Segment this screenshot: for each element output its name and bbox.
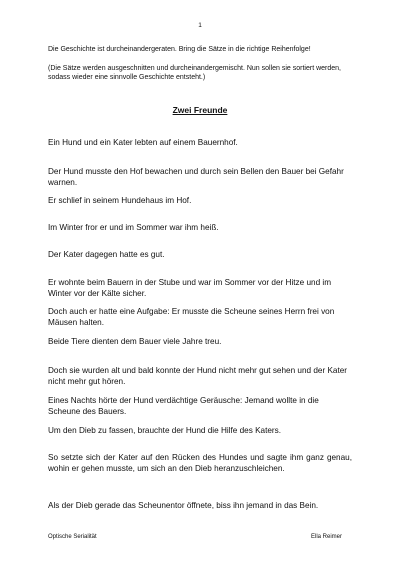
story-sentence-6: Er wohnte beim Bauern in der Stube und war im Sommer vor der Hitze und im Winter vor der Kälte sicher. bbox=[48, 278, 332, 298]
story-sentence-9: Doch sie wurden alt und bald konnte der Hund nicht mehr gut sehen und der Kater nicht mehr gut hören. bbox=[48, 366, 348, 386]
story-sentence-12: So setzte sich der Kater auf den Rücken des Hundes und sagte ihm ganz genau, wohin er gehen musste, um sich an den Dieb heranzuschleichen. bbox=[48, 453, 352, 473]
footer-left-text: Optische Serialität bbox=[48, 534, 97, 540]
story-sentence-10: Eines Nachts hörte der Hund verdächtige Geräusche: Jemand wollte in die Scheune des Bauers. bbox=[48, 396, 319, 416]
story-sentence-7: Doch auch er hatte eine Aufgabe: Er musste die Scheune seines Herrn frei von Mäusen halten. bbox=[48, 307, 335, 327]
story-sentence-2: Der Hund musste den Hof bewachen und durch sein Bellen den Bauer bei Gefahr warnen. bbox=[48, 167, 344, 187]
story-sentence-13: Als der Dieb gerade das Scheunentor öffnete, biss ihn jemand in das Bein. bbox=[48, 501, 319, 510]
footer-right-text: Ella Reimer bbox=[310, 534, 342, 540]
story-sentence-3: Er schlief in seinem Hundehaus im Hof. bbox=[48, 196, 192, 205]
story-sentence-11: Um den Dieb zu fassen, brauchte der Hund die Hilfe des Katers. bbox=[48, 426, 282, 435]
instruction-text: Die Geschichte ist durcheinandergeraten. Bring die Sätze in die richtige Reihenfolge! bbox=[48, 46, 311, 53]
story-sentence-8: Beide Tiere dienten dem Bauer viele Jahre treu. bbox=[48, 337, 222, 346]
story-title: Zwei Freunde bbox=[172, 105, 228, 115]
story-sentence-4: Im Winter fror er und im Sommer war ihm heiß. bbox=[48, 223, 219, 232]
story-sentence-1: Ein Hund und ein Kater lebten auf einem Bauernhof. bbox=[48, 138, 238, 147]
story-sentence-5: Der Kater dagegen hatte es gut. bbox=[48, 250, 165, 259]
instruction-note: (Die Sätze werden ausgeschnitten und durcheinandergemischt. Nun sollen sie sortiert werden, sodass wieder eine sinnvolle Geschichte entsteht.) bbox=[48, 65, 341, 81]
page-number: 1 bbox=[198, 22, 202, 29]
